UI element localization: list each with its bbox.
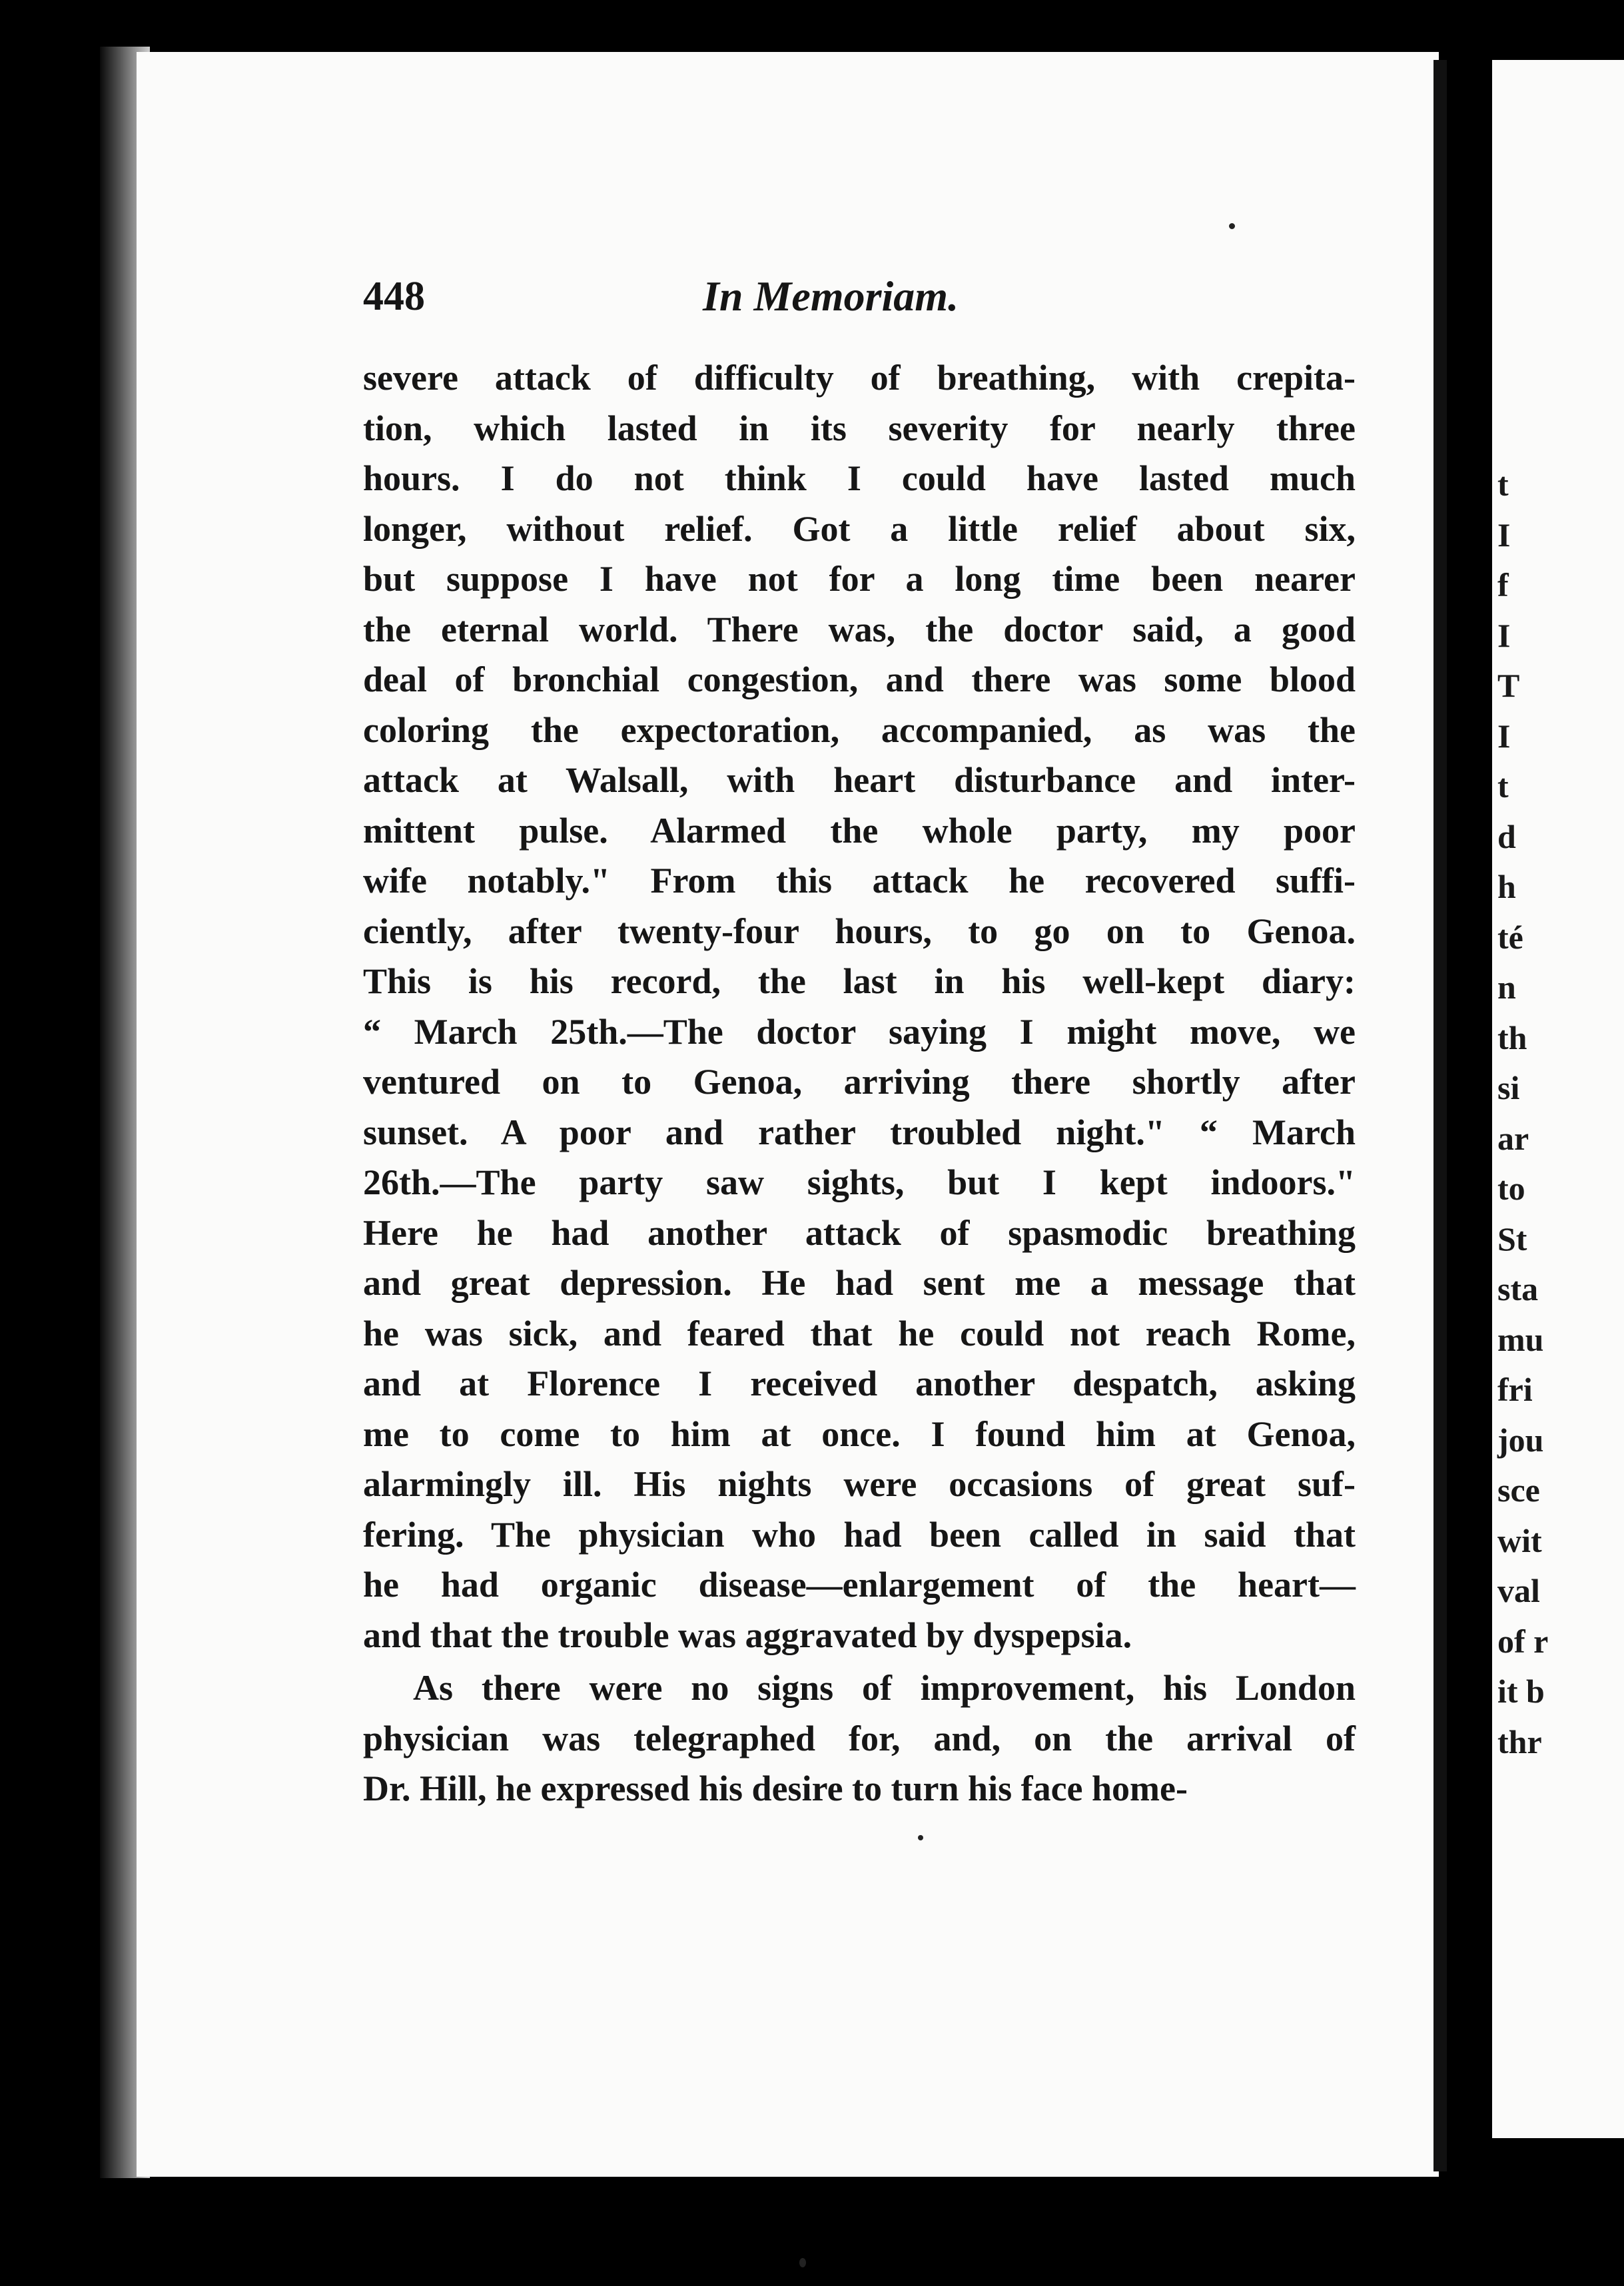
text-line: wife notably." From this attack he recovered suffi-	[363, 861, 1356, 901]
text-line: and at Florence I received another despatch, asking	[363, 1363, 1356, 1403]
facing-page-fragment: si	[1497, 1069, 1520, 1106]
facing-page-fragment: T	[1497, 667, 1520, 704]
facing-page-fragment: it b	[1497, 1673, 1545, 1710]
text-line: fering. The physician who had been called in said that	[363, 1514, 1356, 1555]
text-line: he had organic disease—enlargement of the heart—	[363, 1565, 1356, 1605]
facing-page-fragment: t	[1497, 767, 1509, 805]
ink-speck	[799, 2258, 806, 2267]
facing-page-fragment: sce	[1497, 1471, 1540, 1509]
ink-speck	[1229, 223, 1235, 229]
facing-page-fragment: d	[1497, 817, 1516, 855]
text-line: me to come to him at once. I found him at Genoa,	[363, 1413, 1356, 1454]
facing-page-fragment: to	[1497, 1170, 1525, 1207]
text-line: alarmingly ill. His nights were occasions of great suf-	[363, 1464, 1356, 1504]
text-line: and great depression. He had sent me a message that	[363, 1263, 1356, 1303]
text-line: As there were no signs of improvement, his London	[413, 1668, 1356, 1708]
text-line: the eternal world. There was, the doctor said, a good	[363, 609, 1356, 649]
body-text	[363, 353, 1356, 1814]
facing-page-fragment: th	[1497, 1018, 1527, 1056]
facing-page-fragment: jou	[1497, 1421, 1544, 1459]
facing-page-fragment: I	[1497, 516, 1511, 554]
text-line: severe attack of difficulty of breathing, with crepita-	[363, 358, 1356, 398]
facing-page-fragment: I	[1497, 616, 1511, 654]
text-line: coloring the expectoration, accompanied, as was the	[363, 709, 1356, 750]
facing-page-fragment: wit	[1497, 1521, 1542, 1559]
text-line: but suppose I have not for a long time been nearer	[363, 559, 1356, 599]
text-line: attack at Walsall, with heart disturbance and inter-	[363, 760, 1356, 800]
text-line: ventured on to Genoa, arriving there shortly after	[363, 1062, 1356, 1102]
facing-page-fragment: I	[1497, 717, 1511, 755]
facing-page-fragment: fri	[1497, 1371, 1533, 1408]
facing-page-fragment: t	[1497, 466, 1509, 503]
facing-page-fragment: f	[1497, 566, 1509, 603]
facing-page-fragment: mu	[1497, 1320, 1544, 1358]
facing-page-fragment: sta	[1497, 1270, 1539, 1308]
text-line: physician was telegraphed for, and, on the arrival of	[363, 1718, 1356, 1758]
page-number: 448	[363, 274, 425, 319]
text-line: “ March 25th.—The doctor saying I might move, we	[363, 1011, 1356, 1052]
text-line: Here he had another attack of spasmodic breathing	[363, 1212, 1356, 1253]
page-fold	[1433, 60, 1447, 2171]
facing-page	[1492, 60, 1624, 2138]
running-title: In Memoriam.	[703, 272, 959, 320]
text-line: he was sick, and feared that he could not reach Rome,	[363, 1313, 1356, 1353]
facing-page-fragment: h	[1497, 868, 1516, 905]
facing-page-fragment: val	[1497, 1572, 1540, 1609]
page-header	[363, 263, 1362, 336]
facing-page-fragment: n	[1497, 968, 1516, 1006]
text-line: deal of bronchial congestion, and there was some blood	[363, 659, 1356, 699]
text-line: ciently, after twenty-four hours, to go on to Genoa.	[363, 911, 1356, 951]
facing-page-fragment: thr	[1497, 1722, 1542, 1760]
text-line: and that the trouble was aggravated by dyspepsia.	[363, 1615, 1132, 1655]
ink-speck	[918, 1835, 923, 1840]
text-line: mittent pulse. Alarmed the whole party, my poor	[363, 810, 1356, 851]
text-line: hours. I do not think I could have lasted much	[363, 458, 1356, 498]
facing-page-fragment: of r	[1497, 1622, 1549, 1660]
facing-page-fragment: ar	[1497, 1119, 1529, 1157]
text-line: sunset. A poor and rather troubled night." “ March	[363, 1112, 1356, 1152]
text-line: Dr. Hill, he expressed his desire to turn his face home-	[363, 1768, 1188, 1808]
text-line: longer, without relief. Got a little relief about six,	[363, 508, 1356, 549]
text-line: This is his record, the last in his well-kept diary:	[363, 961, 1356, 1001]
text-line: 26th.—The party saw sights, but I kept indoors."	[363, 1162, 1356, 1202]
facing-page-fragment: té	[1497, 918, 1523, 956]
text-line: tion, which lasted in its severity for nearly three	[363, 408, 1356, 448]
facing-page-fragment: St	[1497, 1220, 1527, 1258]
